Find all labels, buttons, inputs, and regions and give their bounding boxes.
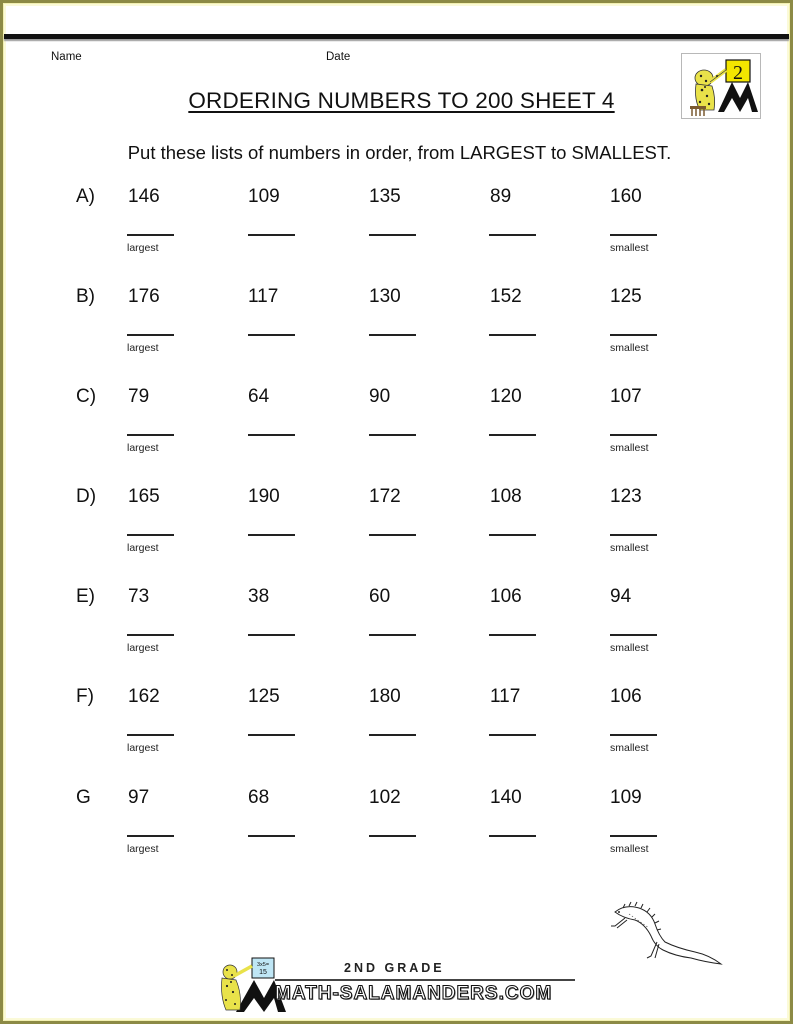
problem-row-c [0,386,793,486]
problem-row-d [0,486,793,586]
answer-blank[interactable] [369,835,416,837]
number: 102 [369,787,401,808]
smallest-hint: smallest [610,642,649,654]
problem-label: F) [76,686,94,707]
answer-blank[interactable] [610,434,657,436]
problem-row-e [0,586,793,686]
problem-label: E) [76,586,95,607]
number: 108 [490,486,522,507]
number: 165 [128,486,160,507]
answer-blank[interactable] [610,534,657,536]
svg-text:3x5=: 3x5= [256,962,270,968]
grade-logo [681,53,761,119]
answer-blank[interactable] [489,534,536,536]
problem-row-b [0,286,793,386]
number: 73 [128,586,150,607]
number: 152 [490,286,522,307]
number: 120 [490,386,522,407]
answer-blank[interactable] [610,234,657,236]
answer-blank[interactable] [127,334,174,336]
smallest-hint: smallest [610,242,649,254]
answer-blank[interactable] [610,734,657,736]
number: 109 [610,787,642,808]
footer-rule [275,979,575,981]
number: 38 [248,586,270,607]
number: 176 [128,286,160,307]
number: 125 [248,686,280,707]
number: 106 [490,586,522,607]
answer-blank[interactable] [489,835,536,837]
number: 123 [610,486,642,507]
answer-blank[interactable] [127,634,174,636]
number: 117 [490,686,521,707]
answer-blank[interactable] [369,234,416,236]
footer-grade: 2ND GRADE [344,961,445,975]
number: 68 [248,787,270,808]
largest-hint: largest [127,242,159,254]
problem-row-f [0,686,793,786]
number: 130 [369,286,401,307]
salamander-icon [605,900,725,972]
largest-hint: largest [127,342,159,354]
largest-hint: largest [127,742,159,754]
smallest-hint: smallest [610,442,649,454]
number: 60 [369,586,391,607]
answer-blank[interactable] [127,434,174,436]
problem-row-a [0,186,793,286]
answer-blank[interactable] [610,835,657,837]
answer-blank[interactable] [248,234,295,236]
answer-blank[interactable] [369,734,416,736]
footer-site-name: MATH-SALAMANDERS.COM [275,983,553,1004]
answer-blank[interactable] [489,734,536,736]
largest-hint: largest [127,642,159,654]
worksheet-title-text: ORDERING NUMBERS TO 200 SHEET 4 [188,88,615,113]
number: 180 [369,686,401,707]
number: 79 [128,386,150,407]
largest-hint: largest [127,542,159,554]
smallest-hint: smallest [610,843,649,855]
problem-label: A) [76,186,95,207]
number: 106 [610,686,642,707]
answer-blank[interactable] [248,534,295,536]
number: 107 [610,386,642,407]
answer-blank[interactable] [127,534,174,536]
answer-blank[interactable] [489,334,536,336]
number: 160 [610,186,642,207]
smallest-hint: smallest [610,342,649,354]
answer-blank[interactable] [489,634,536,636]
number: 90 [369,386,391,407]
number: 89 [490,186,512,207]
header-rule [4,34,789,39]
answer-blank[interactable] [248,634,295,636]
largest-hint: largest [127,442,159,454]
smallest-hint: smallest [610,742,649,754]
problem-label: G [76,787,91,808]
svg-text:15: 15 [259,969,267,976]
answer-blank[interactable] [248,334,295,336]
answer-blank[interactable] [248,734,295,736]
answer-blank[interactable] [610,634,657,636]
answer-blank[interactable] [248,835,295,837]
svg-text:2: 2 [733,62,743,84]
answer-blank[interactable] [127,835,174,837]
problem-label: C) [76,386,97,407]
answer-blank[interactable] [489,234,536,236]
largest-hint: largest [127,843,159,855]
instructions: Put these lists of numbers in order, from LARGEST to SMALLEST. [127,142,672,163]
answer-blank[interactable] [369,434,416,436]
number: 117 [248,286,279,307]
answer-blank[interactable] [610,334,657,336]
number: 135 [369,186,401,207]
number: 172 [369,486,401,507]
answer-blank[interactable] [369,334,416,336]
number: 190 [248,486,280,507]
answer-blank[interactable] [369,634,416,636]
number: 140 [490,787,522,808]
answer-blank[interactable] [369,534,416,536]
problem-label: B) [76,286,95,307]
answer-blank[interactable] [248,434,295,436]
answer-blank[interactable] [489,434,536,436]
smallest-hint: smallest [610,542,649,554]
problem-label: D) [76,486,97,507]
number: 109 [248,186,280,207]
name-label: Name [51,51,82,63]
problem-row-g [0,787,793,887]
number: 162 [128,686,160,707]
leopard-easel-icon [682,54,760,118]
number: 97 [128,787,150,808]
number: 146 [128,186,160,207]
worksheet-title [0,88,793,114]
number: 125 [610,286,642,307]
date-label: Date [326,51,351,63]
answer-blank[interactable] [127,234,174,236]
number: 64 [248,386,270,407]
answer-blank[interactable] [127,734,174,736]
number: 94 [610,586,632,607]
